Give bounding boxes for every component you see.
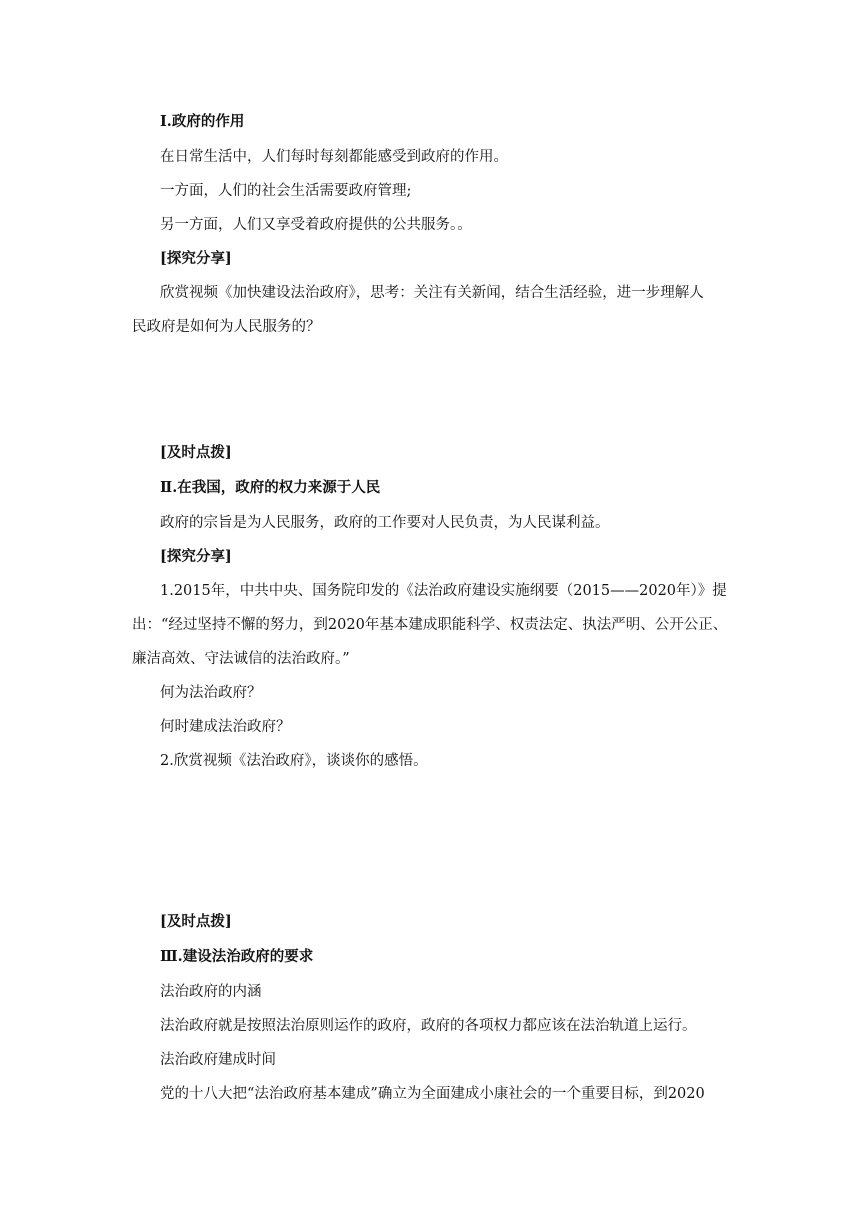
section3-heading: Ⅲ.建设法治政府的要求 xyxy=(160,948,314,965)
section2-question-1-line-3: 廉洁高效、守法诚信的法治政府。” xyxy=(132,651,350,667)
section2-tip-label: [及时点拨] xyxy=(160,913,232,930)
section2-heading: Ⅱ.在我国，政府的权力来源于人民 xyxy=(160,479,381,496)
section2-question-2: 2.欣赏视频《法治政府》，谈谈你的感悟。 xyxy=(160,753,428,769)
section2-paragraph-1: 政府的宗旨是为人民服务，政府的工作要对人民负责，为人民谋利益。 xyxy=(160,515,610,531)
section1-paragraph-1: 在日常生活中，人们每时每刻都能感受到政府的作用。 xyxy=(160,149,508,165)
section1-heading: Ⅰ.政府的作用 xyxy=(160,113,245,130)
section1-explore-line-2: 民政府是如何为人民服务的？ xyxy=(132,319,321,335)
section2-question-1-line-2: 出：“经过坚持不懈的努力，到2020年基本建成职能科学、权责法定、执法严明、公开公正、 xyxy=(132,617,728,633)
section3-subheading-2: 法治政府建成时间 xyxy=(160,1052,276,1068)
section2-explore-label: [探究分享] xyxy=(160,548,232,565)
section1-paragraph-2: 一方面，人们的社会生活需要政府管理; xyxy=(160,183,412,199)
section1-explore-line-1: 欣赏视频《加快建设法治政府》，思考：关注有关新闻，结合生活经验，进一步理解人 xyxy=(160,285,704,301)
section1-explore-label: [探究分享] xyxy=(160,250,232,267)
section3-subheading-1: 法治政府的内涵 xyxy=(160,984,262,1000)
section2-question-1a: 何为法治政府？ xyxy=(160,685,262,701)
section3-paragraph-1: 法治政府就是按照法治原则运作的政府，政府的各项权力都应该在法治轨道上运行。 xyxy=(160,1018,697,1034)
section1-paragraph-3: 另一方面，人们又享受着政府提供的公共服务。。 xyxy=(160,217,472,233)
section1-tip-label: [及时点拨] xyxy=(160,444,232,461)
section2-question-1-line-1: 1.2015年，中共中央、国务院印发的《法治政府建设实施纲要（2015——2020年）》提 xyxy=(160,583,727,599)
section2-question-1b: 何时建成法治政府？ xyxy=(160,719,291,735)
section3-paragraph-2: 党的十八大把“法治政府基本建成”确立为全面建成小康社会的一个重要目标，到2020 xyxy=(160,1086,705,1102)
